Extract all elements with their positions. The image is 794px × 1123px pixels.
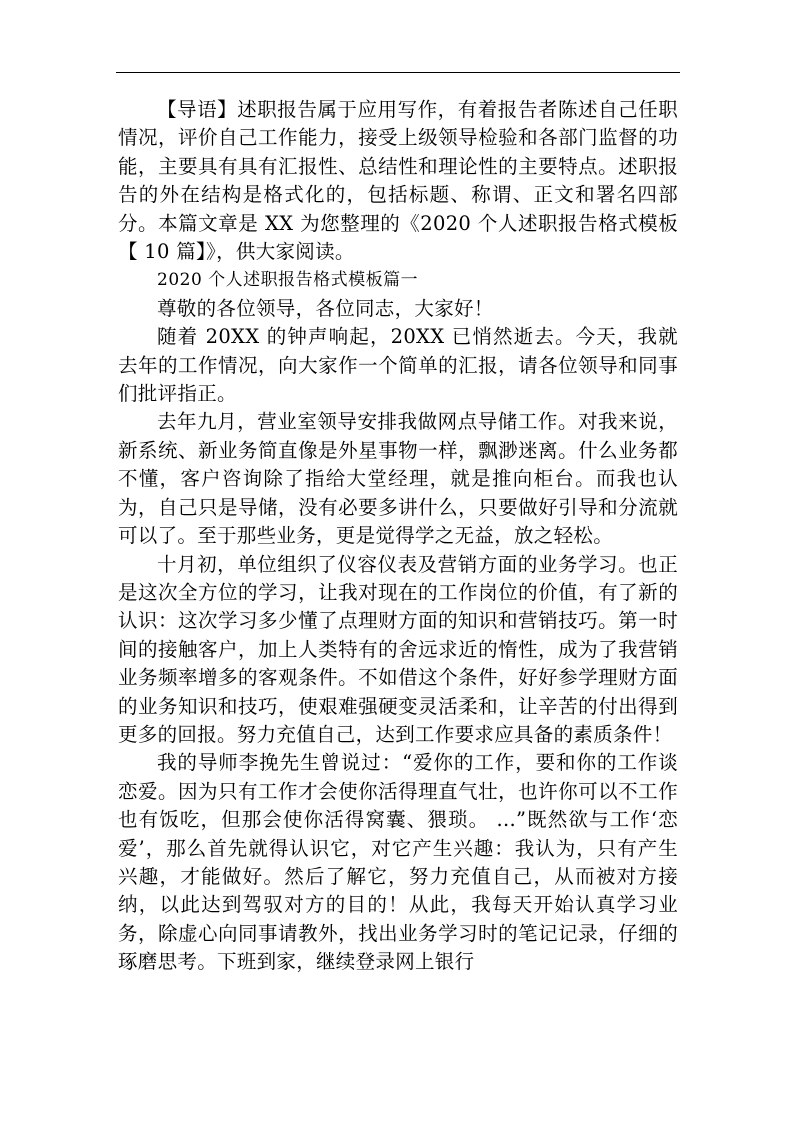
document-body: [118, 96, 678, 977]
body-paragraph-4: 我的导师李挽先生曾说过：“爱你的工作，要和你的工作谈恋爱。因为只有工作才会使你活得理直气壮，也许你可以不工作也有饭吃，但那会使你活得窝囊、猥琐。 ...”既然欲与工作‘恋爱’，那么首先就得认识它，对它产生兴趣：我认为，只有产生兴趣，才能做好。然后了解它，努力充值自己，从而被对方接纳，以此达到驾驭对方的目的！从此，我每天开始认真学习业务，除虚心向同事请教外，找出业务学习时的笔记记录，仔细的琢磨思考。下班到家，继续登录网上银行: [118, 751, 678, 974]
greeting-paragraph: 尊敬的各位领导，各位同志，大家好！: [157, 296, 494, 320]
body-paragraph-2: 去年九月，营业室领导安排我做网点导储工作。对我来说，新系统、新业务简直像是外星事物一样，飘渺迷离。什么业务都不懂，客户咨询除了指给大堂经理，就是推向柜台。而我也认为，自己只是导储，没有必要多讲什么，只要做好引导和分流就可以了。至于那些业务，更是觉得学之无益，放之轻松。: [118, 410, 678, 548]
body-paragraph-1: 随着 20XX 的钟声响起，20XX 已悄然逝去。今天，我就去年的工作情况，向大家作一个简单的汇报，请各位领导和同事们批评指正。: [118, 325, 678, 406]
body-paragraph-3: 十月初，单位组织了仪容仪表及营销方面的业务学习。也正是这次全方位的学习，让我对现在的工作岗位的价值，有了新的认识：这次学习多少懂了点理财方面的知识和营销技巧。第一时间的接触客户，加上人类特有的舍远求近的惰性，成为了我营销业务频率增多的客观条件。不如借这个条件，好好参学理财方面的业务知识和技巧，使艰难强硬变灵活柔和，让辛苦的付出得到更多的回报。努力充值自己，达到工作要求应具备的素质条件！: [118, 552, 678, 746]
intro-paragraph: 【导语】述职报告属于应用写作，有着报告者陈述自己任职情况，评价自己工作能力，接受上级领导检验和各部门监督的功能，主要具有具有汇报性、总结性和理论性的主要特点。述职报告的外在结构是格式化的，包括标题、称谓、正文和署名四部分。本篇文章是 XX 为您整理的《2020 个人述职报告格式模板【 10 篇】》，供大家阅读。: [118, 98, 678, 264]
header-rule: [116, 72, 680, 73]
section-title: 2020 个人述职报告格式模板篇一: [157, 270, 419, 291]
